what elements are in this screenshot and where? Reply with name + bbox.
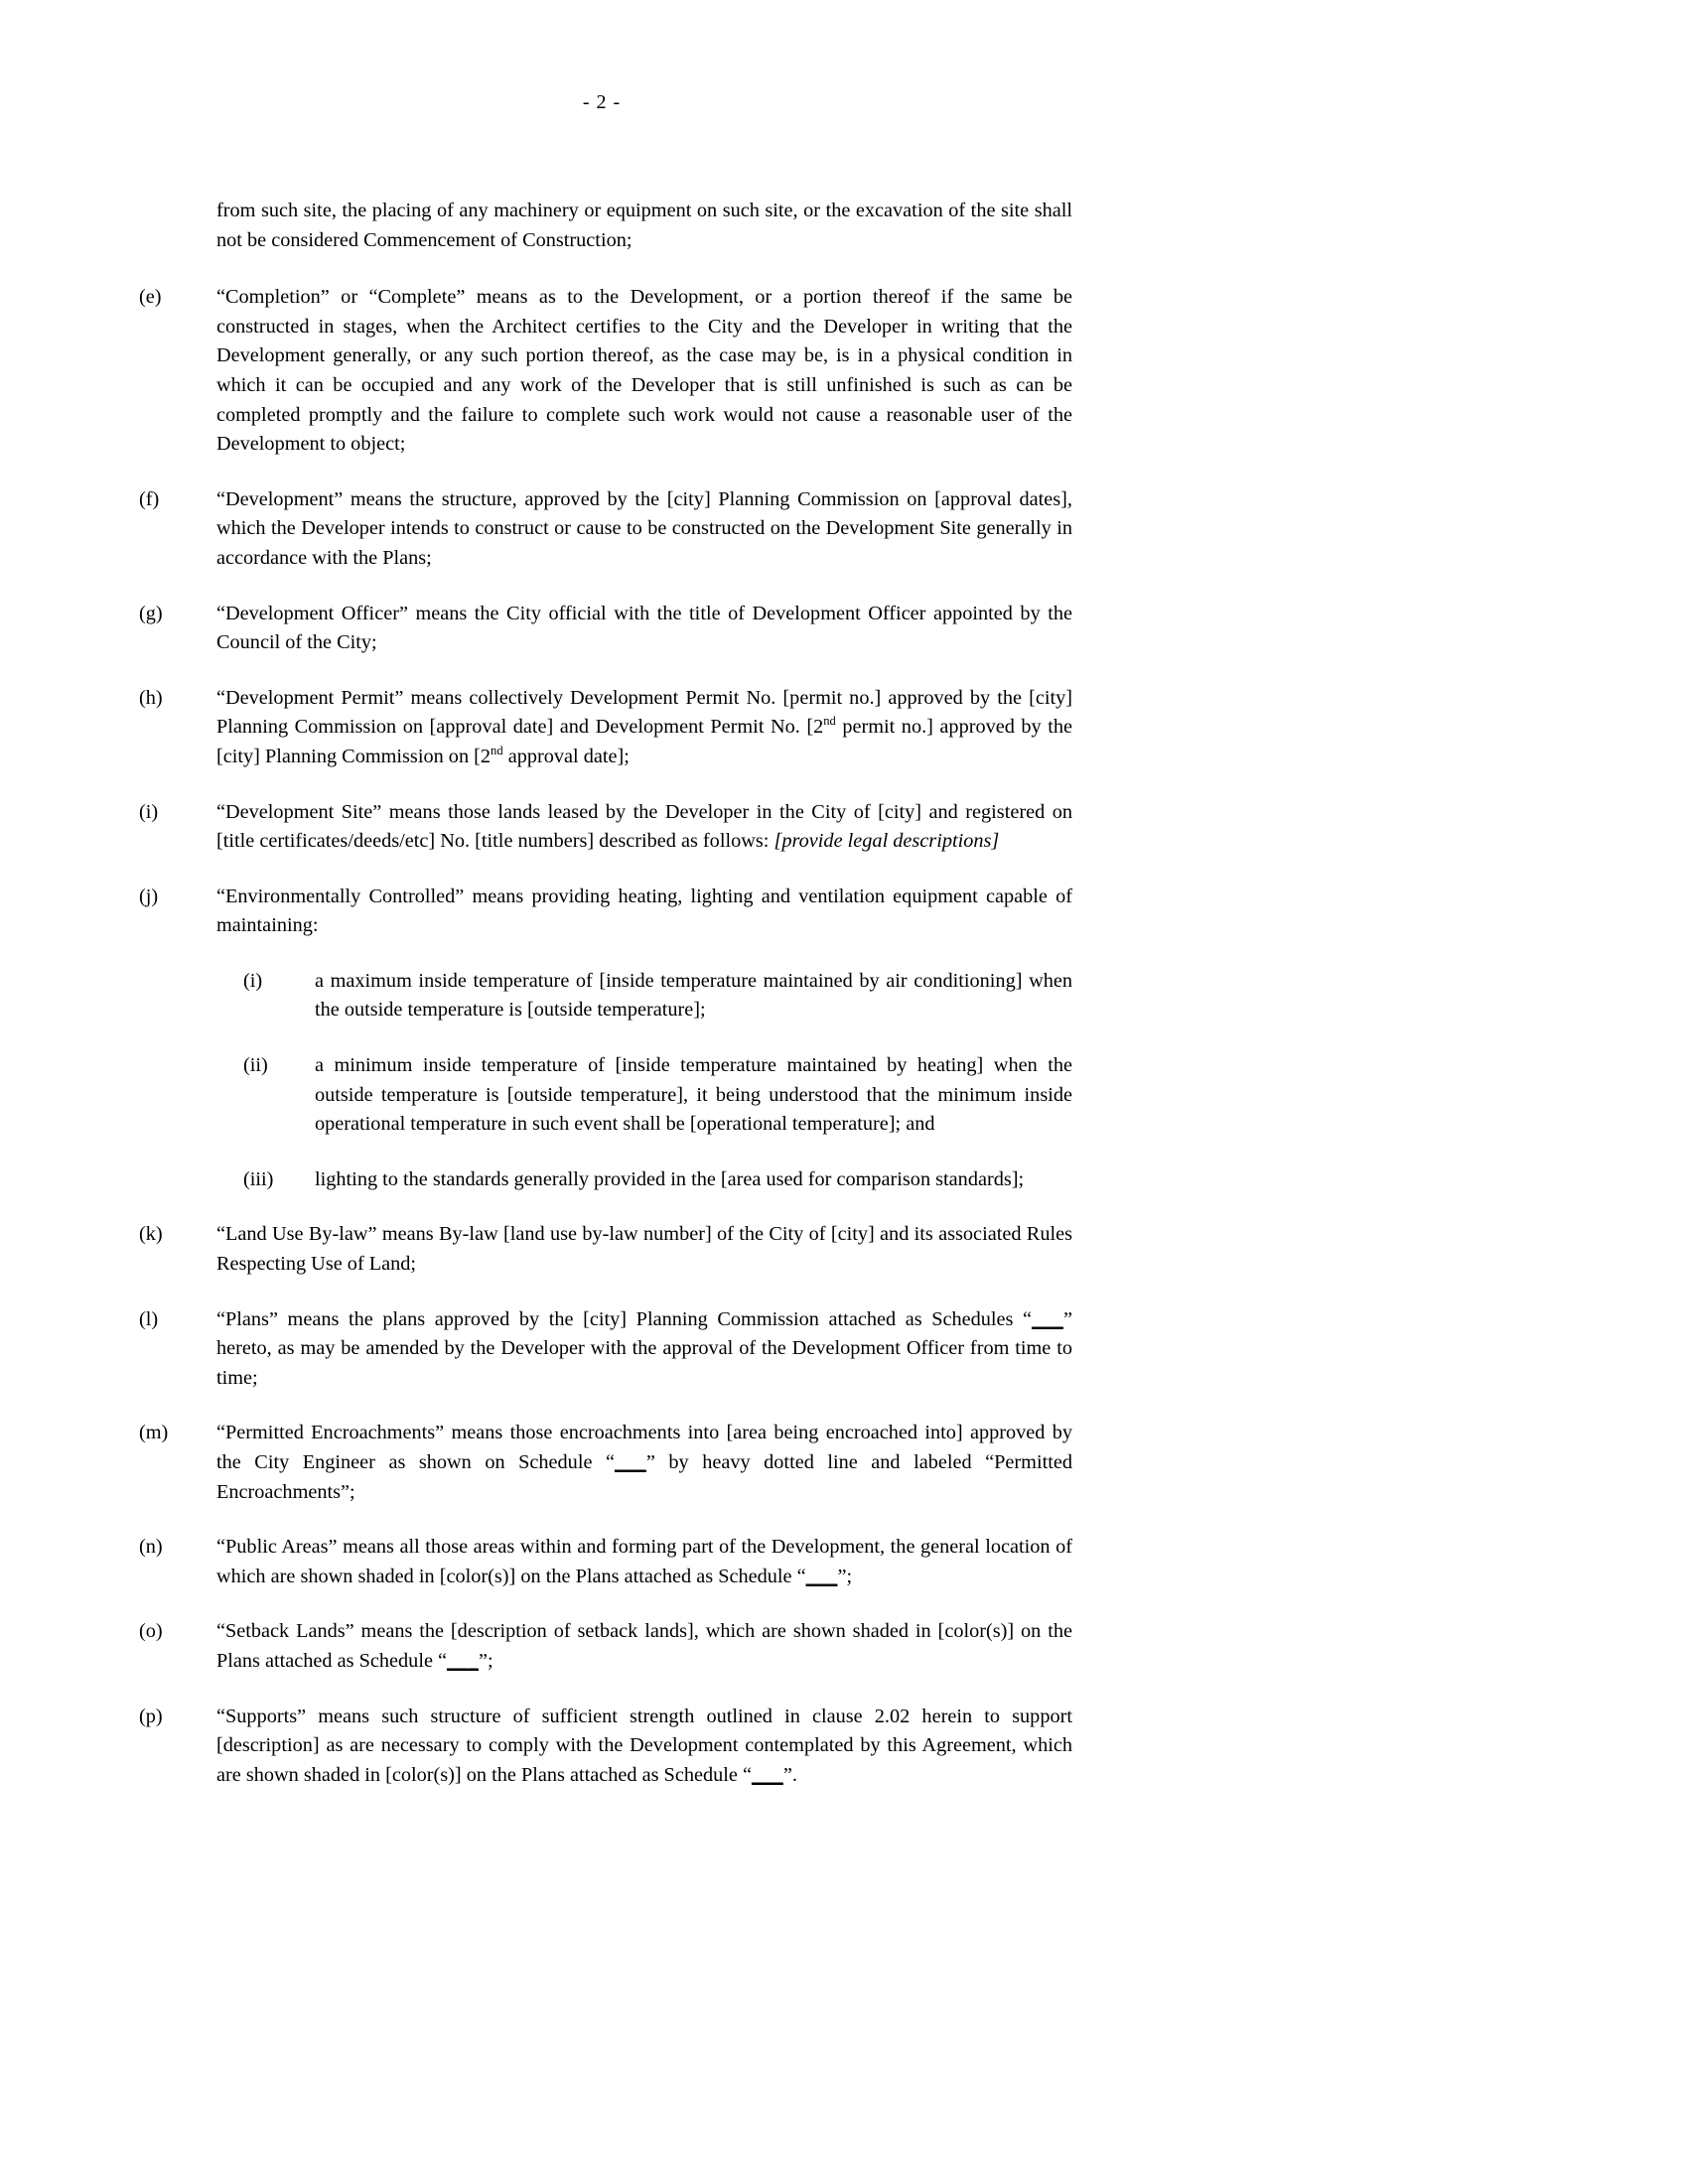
clause-o-schedule-blank: ___ bbox=[447, 1649, 479, 1672]
clause-o-text bbox=[216, 1617, 1072, 1676]
clause-o-text-part2: ”; bbox=[478, 1649, 493, 1672]
clause-m-text-part2: ” by heavy dotted line and labeled “Permitted Encroachments”; bbox=[216, 1451, 1072, 1503]
clause-i-text bbox=[216, 798, 1072, 857]
clause-f-marker: (f) bbox=[139, 487, 160, 510]
clause-o-marker: (o) bbox=[139, 1620, 163, 1643]
clause-j-subclause-iii-marker: (iii) bbox=[243, 1167, 274, 1190]
continuation-paragraph-text: from such site, the placing of any machinery or equipment on such site, or the excavation of the site shall not be considered Commencement of Construction; bbox=[216, 200, 1072, 251]
clause-g-marker: (g) bbox=[139, 602, 163, 624]
clause-h-text-part3: approval date]; bbox=[502, 745, 630, 767]
clause-k-text: “Land Use By-law” means By-law [land use by-law number] of the City of [city] and its associated Rules Respecting Use of Land; bbox=[216, 1223, 1072, 1276]
clause-p-schedule-blank: ___ bbox=[751, 1763, 783, 1786]
clause-e-marker: (e) bbox=[139, 286, 162, 309]
clause-o-text-part1: “Setback Lands” means the [description of setback lands], which are shown shaded in [color(s)] on the Plans attached as Schedule “ bbox=[216, 1620, 1072, 1672]
clause-m-text bbox=[216, 1419, 1072, 1507]
clause-j-subclause-i-text: a maximum inside temperature of [inside temperature maintained by air conditioning] when the outside temperature is [outside temperature]; bbox=[315, 969, 1072, 1022]
clause-f bbox=[139, 485, 1072, 574]
clause-h-ordinal-suffix-1: nd bbox=[823, 714, 836, 729]
clause-h-text-part1: “Development Permit” means collectively Development Permit No. [permit no.] approved by the [city] Planning Commission on [approval date] and Development Permit No. [2 bbox=[216, 686, 1072, 739]
clause-m-schedule-blank: ___ bbox=[614, 1451, 646, 1473]
clause-e-text: “Completion” or “Complete” means as to the Development, or a portion thereof if the same be constructed in stages, when the Architect certifies to the City and the Developer in writing that the Development generally, or any such portion thereof, as the case may be, is in a physical condition in which it can be occupied and any work of the Developer that is still unfinished is such as can be completed promptly and the failure to complete such work would not cause a reasonable user of the Development to object; bbox=[216, 286, 1072, 456]
clause-l-schedule-blank: ___ bbox=[1032, 1307, 1063, 1330]
clause-l bbox=[139, 1305, 1072, 1394]
document-body bbox=[139, 197, 1072, 1790]
clause-h-ordinal-suffix-2: nd bbox=[491, 744, 503, 758]
clause-k-marker: (k) bbox=[139, 1223, 163, 1246]
clause-n-schedule-blank: ___ bbox=[805, 1565, 838, 1587]
clause-i-italic-placeholder: [provide legal descriptions] bbox=[774, 830, 1000, 853]
clause-h-text-part2: permit no.] approved by the [city] Planning Commission on [2 bbox=[216, 716, 1072, 767]
clause-j bbox=[139, 883, 1072, 941]
clause-m-text-part1: “Permitted Encroachments” means those encroachments into [area being encroached into] approved by the City Engineer as shown on Schedule “ bbox=[216, 1422, 1072, 1473]
clause-j-subclause-i-marker: (i) bbox=[243, 969, 263, 992]
clause-m bbox=[139, 1419, 1072, 1507]
clause-p-text-part2: ”. bbox=[782, 1763, 797, 1786]
clause-h-marker: (h) bbox=[139, 686, 163, 709]
clause-j-subclause-ii-text: a minimum inside temperature of [inside temperature maintained by heating] when the outside temperature is [outside temperature], it being understood that the minimum inside operational temperature in such event shall be [operational temperature]; and bbox=[315, 1054, 1072, 1136]
clause-g bbox=[139, 600, 1072, 658]
clause-h bbox=[139, 684, 1072, 772]
clause-e bbox=[139, 283, 1072, 460]
clause-h-text bbox=[216, 684, 1072, 772]
clause-i-marker: (i) bbox=[139, 800, 159, 823]
clause-m-marker: (m) bbox=[139, 1422, 169, 1444]
clause-n bbox=[139, 1533, 1072, 1591]
clause-l-text bbox=[216, 1305, 1072, 1394]
clause-j-subclause-i bbox=[243, 967, 1072, 1025]
continuation-paragraph bbox=[139, 197, 1072, 255]
clause-l-marker: (l) bbox=[139, 1307, 159, 1330]
clause-f-text: “Development” means the structure, approved by the [city] Planning Commission on [approval dates], which the Developer intends to construct or cause to be constructed on the Development Site generally in accordance with the Plans; bbox=[216, 487, 1072, 569]
clause-n-text-part1: “Public Areas” means all those areas within and forming part of the Development, the general location of which are shown shaded in [color(s)] on the Plans attached as Schedule “ bbox=[216, 1536, 1072, 1587]
clause-n-text bbox=[216, 1533, 1072, 1591]
clause-o bbox=[139, 1617, 1072, 1676]
clause-n-marker: (n) bbox=[139, 1536, 163, 1559]
clause-g-text: “Development Officer” means the City official with the title of Development Officer appointed by the Council of the City; bbox=[216, 602, 1072, 654]
clause-j-sublist bbox=[139, 967, 1072, 1195]
clause-p-text-part1: “Supports” means such structure of sufficient strength outlined in clause 2.02 herein to support [description] as are necessary to comply with the Development contemplated by this Agreement, which are shown shaded in [color(s)] on the Plans attached as Schedule “ bbox=[216, 1705, 1072, 1786]
clause-j-subclause-iii-text: lighting to the standards generally provided in the [area used for comparison standards]; bbox=[315, 1167, 1025, 1190]
clause-j-subclause-ii bbox=[243, 1051, 1072, 1140]
clause-j-subclause-ii-marker: (ii) bbox=[243, 1054, 268, 1077]
clause-l-text-part2: ” hereto, as may be amended by the Developer with the approval of the Development Officer from time to time; bbox=[216, 1307, 1072, 1389]
clause-k bbox=[139, 1220, 1072, 1279]
clause-j-marker: (j) bbox=[139, 885, 159, 907]
clause-j-text: “Environmentally Controlled” means providing heating, lighting and ventilation equipment capable of maintaining: bbox=[216, 885, 1072, 937]
clause-i bbox=[139, 798, 1072, 857]
clause-j-subclause-iii bbox=[243, 1165, 1072, 1195]
page-number: - 2 - bbox=[582, 91, 622, 113]
clause-n-text-part2: ”; bbox=[837, 1565, 853, 1587]
clause-p bbox=[139, 1703, 1072, 1791]
clause-l-text-part1: “Plans” means the plans approved by the [city] Planning Commission attached as Schedules “ bbox=[216, 1307, 1033, 1330]
clause-p-marker: (p) bbox=[139, 1705, 163, 1727]
clause-p-text bbox=[216, 1703, 1072, 1791]
clause-i-text-part1: “Development Site” means those lands leased by the Developer in the City of [city] and registered on [title certificates/deeds/etc] No. [title numbers] described as follows: bbox=[216, 800, 1072, 853]
